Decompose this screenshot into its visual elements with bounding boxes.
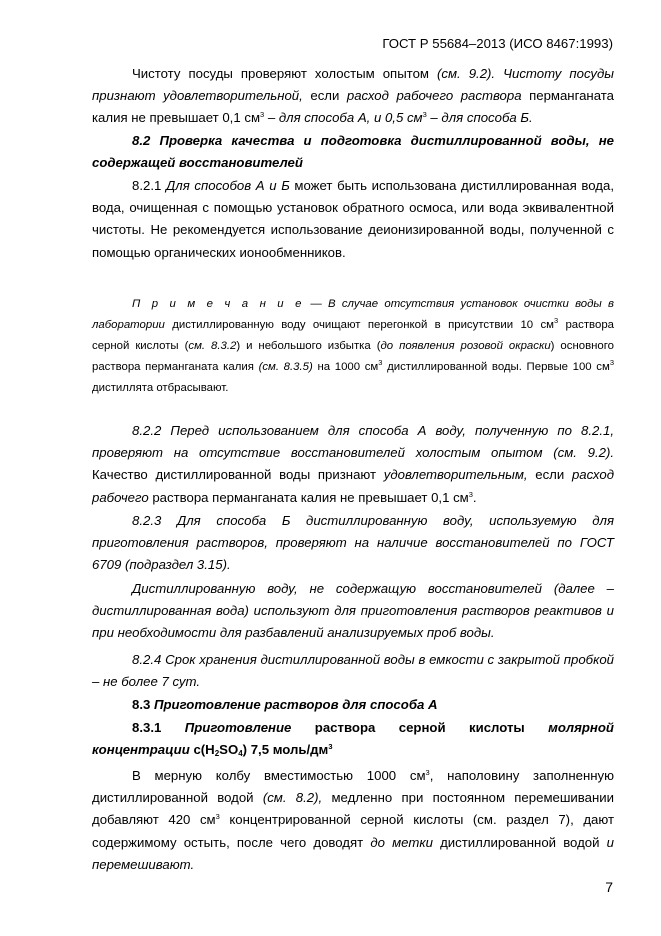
section-8-2-2: 8.2.2 Перед использованием для способа А воду, полученную по 8.2.1, проверяют на отсутствие восстановителей холостым опытом (см. 9.2). Качество дистиллированной воды признают удовлетворительным, если расход рабочего раствора перманганата калия не превышает 0,1 $см^3$. — [92, 423, 614, 505]
section-8-2-3: 8.2.3 Для способа Б дистиллированную воду, используемую для приготовления растворов, проверяют на наличие восстановителей по ГОСТ 6709 (подраздел 3.15). — [92, 513, 614, 573]
section-8-3-heading: 8.3 Приготовление растворов для способа А — [132, 697, 438, 712]
paragraph-cleanliness: Чистоту посуды проверяют холостым опытом (см. 9.2). Чистоту посуды признают удовлетворительной, если расход рабочего раствора перманганата калия не превышает 0,1 $см^3$ – для способа А, и 0,5 $см^3$ – для способа Б. — [92, 66, 615, 126]
section-8-2-heading: 8.2 Проверка качества и подготовка дистиллированной воды, не содержащей восстановителей — [92, 133, 614, 171]
note-block: П р и м е ч а н и е — В случае отсутствия установок очистки воды в лаборатории дистиллированную воду очищают перегонкой в присутствии 10 $см^3$ раствора серной кислоты (см. 8.3.2) и небольшого избытка (до появления розовой окраски) основного раствора перманганата калия (см. 8.3.5) на 1000 $см^3$ дистиллированной воды. Первые 100 $см^3$ дистиллята отбрасывают. — [92, 298, 615, 394]
paragraph-distilled-water: Дистиллированную воду, не содержащую восстановителей (далее – дистиллированная вода) используют для приготовления растворов реактивов и при необходимости для разбавлений анализируемых проб воды. — [92, 581, 614, 641]
section-8-3-1-heading: 8.3.1 Приготовление раствора серной кислоты молярной концентрации $с(H_2SO_4)$ 7,5 моль/$дм^3$ — [92, 720, 614, 759]
section-8-2-1: 8.2.1 Для способов А и Б может быть использована дистиллированная вода, вода, очищенная с помощью установок обратного осмоса, или вода эквивалентной чистоты. Не рекомендуется использование деионизированной воды, полученной с помощью органических ионообменников. — [92, 178, 615, 260]
standard-header: ГОСТ Р 55684–2013 (ИСО 8467:1993) — [382, 36, 613, 51]
paragraph-acid-preparation: В мерную колбу вместимостью 1000 $см^3$, наполовину заполненную дистиллированной водой (см. 8.2), медленно при постоянном перемешивании добавляют 420 $см^3$ концентрированной серной кислоты (см. раздел 7), дают содержимому остыть, после чего доводят до метки дистиллированной водой и перемешивают. — [92, 768, 614, 872]
section-8-2-4: 8.2.4 Срок хранения дистиллированной воды в емкости с закрытой пробкой – не более 7 сут. — [92, 652, 614, 690]
page-number: 7 — [605, 879, 613, 895]
